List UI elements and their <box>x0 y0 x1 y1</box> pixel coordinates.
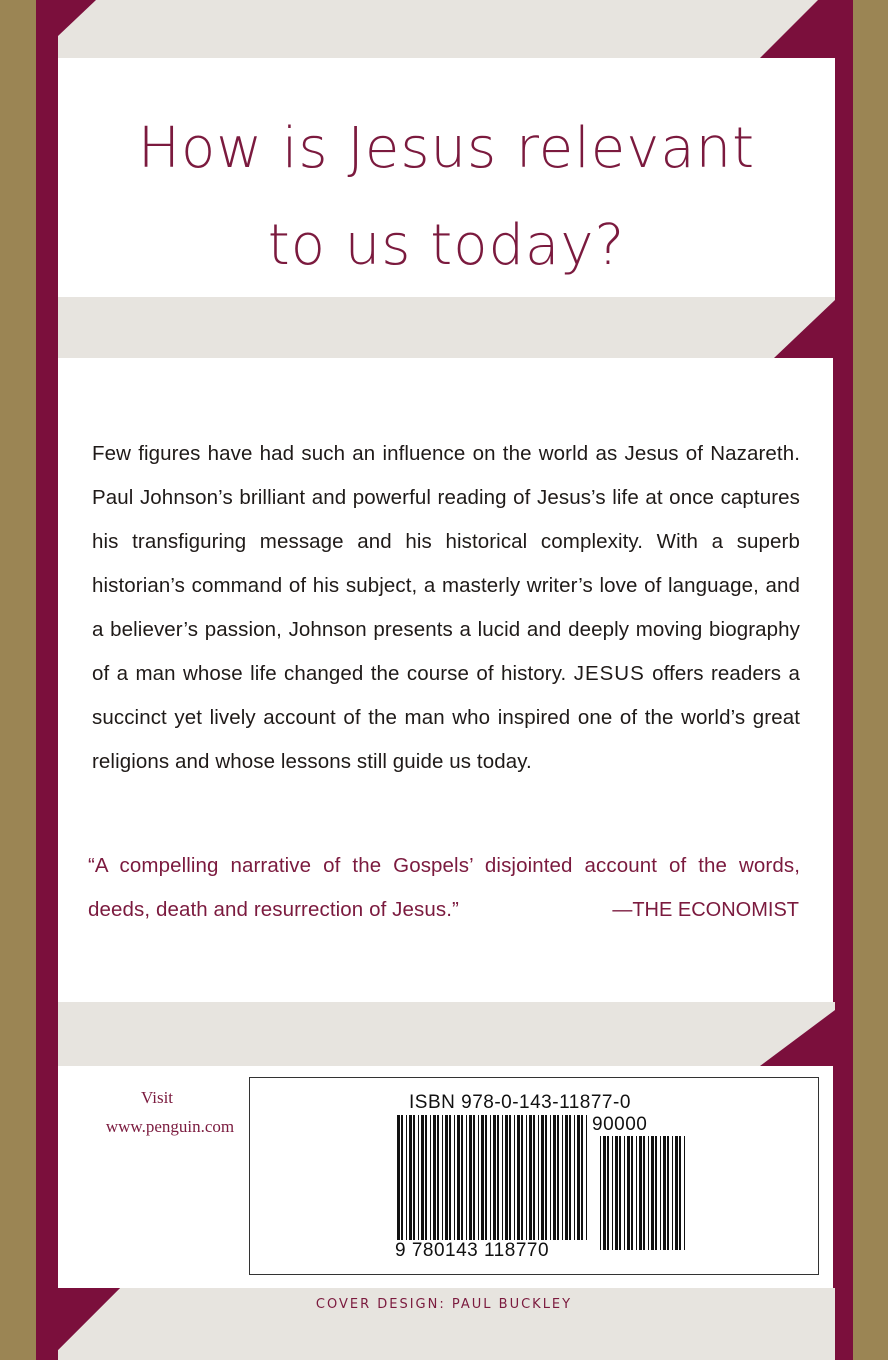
barcode-digits: 9 780143 118770 <box>395 1240 550 1261</box>
isbn-bar <box>442 1115 443 1240</box>
isbn-bar <box>577 1115 580 1240</box>
isbn-bar <box>514 1115 515 1240</box>
isbn-bar <box>485 1115 487 1240</box>
price-bar <box>624 1136 625 1250</box>
isbn-bar <box>574 1115 575 1240</box>
review-quote: “A compelling narrative of the Gospels’ disjointed account of the words, deeds, death and resurrection of Jesus.” <box>88 854 800 921</box>
isbn-bar <box>569 1115 571 1240</box>
barcode-box <box>249 1077 819 1275</box>
price-bar <box>679 1136 681 1250</box>
price-bar <box>675 1136 678 1250</box>
stone-diagonal-band-middle <box>58 1002 835 1066</box>
price-bar <box>684 1136 685 1250</box>
isbn-bar <box>469 1115 472 1240</box>
cover-design-credit: COVER DESIGN: PAUL BUCKLEY <box>315 1297 573 1312</box>
isbn-bar <box>454 1115 455 1240</box>
isbn-bar <box>437 1115 439 1240</box>
price-bar <box>636 1136 637 1250</box>
isbn-bar <box>490 1115 491 1240</box>
isbn-bar <box>533 1115 535 1240</box>
isbn-bar <box>526 1115 527 1240</box>
description-panel <box>58 358 833 1002</box>
isbn-bar <box>478 1115 479 1240</box>
isbn-bar <box>493 1115 496 1240</box>
price-bar <box>655 1136 657 1250</box>
price-bar <box>603 1136 606 1250</box>
price-bar <box>627 1136 630 1250</box>
book-description <box>92 432 800 784</box>
description-part-2: offers readers a succinct yet lively account of the man who inspired one of the world’s great religions and whose lessons still guide us today. <box>92 662 800 773</box>
price-bar <box>660 1136 661 1250</box>
price-bar <box>619 1136 621 1250</box>
isbn-bar <box>545 1115 547 1240</box>
price-bar <box>648 1136 649 1250</box>
price-bar <box>651 1136 654 1250</box>
isbn-bar <box>481 1115 484 1240</box>
isbn-bar <box>517 1115 520 1240</box>
isbn-bar <box>502 1115 503 1240</box>
visit-label: Visit <box>140 1088 174 1107</box>
price-bar <box>643 1136 645 1250</box>
price-bar <box>600 1136 601 1250</box>
headline <box>58 100 835 294</box>
isbn-bar <box>406 1115 407 1240</box>
isbn-bar <box>521 1115 523 1240</box>
price-bar <box>639 1136 642 1250</box>
isbn-label: ISBN 978-0-143-11877-0 <box>409 1092 631 1113</box>
price-code: 90000 <box>592 1114 648 1135</box>
publisher-url: www.penguin.com <box>105 1117 235 1136</box>
isbn-bar <box>433 1115 436 1240</box>
isbn-bar <box>557 1115 559 1240</box>
barcode-panel <box>58 1066 833 1288</box>
price-bar <box>663 1136 666 1250</box>
stone-diagonal-band-top <box>58 0 818 58</box>
review-source: —THE ECONOMIST <box>612 899 799 921</box>
isbn-bar <box>565 1115 568 1240</box>
price-bar <box>607 1136 609 1250</box>
isbn-bar <box>550 1115 551 1240</box>
isbn-bar <box>461 1115 463 1240</box>
headline-line-1: How is Jesus relevant <box>137 116 756 181</box>
isbn-bar <box>430 1115 431 1240</box>
isbn-bar <box>553 1115 556 1240</box>
isbn-bar <box>445 1115 448 1240</box>
isbn-bar <box>497 1115 499 1240</box>
isbn-bar <box>418 1115 419 1240</box>
price-bar <box>672 1136 673 1250</box>
isbn-bar <box>409 1115 412 1240</box>
isbn-bar <box>397 1115 400 1240</box>
isbn-bar <box>509 1115 511 1240</box>
headline-line-2: to us today? <box>267 213 626 278</box>
headline-panel <box>58 58 835 297</box>
isbn-bar <box>473 1115 475 1240</box>
isbn-bar <box>538 1115 539 1240</box>
isbn-bar <box>421 1115 424 1240</box>
isbn-bar <box>401 1115 403 1240</box>
isbn-bar <box>586 1115 587 1240</box>
isbn-bar <box>413 1115 415 1240</box>
description-part-1: Few figures have had such an influence on the world as Jesus of Nazareth. Paul Johnson’s brilliant and powerful reading of Jesus’s life at once captures his transfiguring message and his historical complexity. With a superb historian’s command of his subject, a masterly writer’s love of language, and a believer’s passion, Johnson presents a lucid and deeply moving biography of a man whose life changed the course of history. <box>92 442 800 685</box>
isbn-bar <box>449 1115 451 1240</box>
isbn-bar <box>541 1115 544 1240</box>
isbn-bar <box>581 1115 583 1240</box>
price-bar <box>612 1136 613 1250</box>
isbn-bar <box>529 1115 532 1240</box>
price-bar <box>615 1136 618 1250</box>
isbn-bar <box>466 1115 467 1240</box>
price-bar <box>667 1136 669 1250</box>
isbn-bar <box>562 1115 563 1240</box>
book-title-caps: JESUS <box>573 662 645 685</box>
stone-diagonal-band-upper <box>58 297 835 358</box>
isbn-bar <box>505 1115 508 1240</box>
isbn-bar <box>457 1115 460 1240</box>
isbn-bar <box>425 1115 427 1240</box>
price-bar <box>631 1136 633 1250</box>
